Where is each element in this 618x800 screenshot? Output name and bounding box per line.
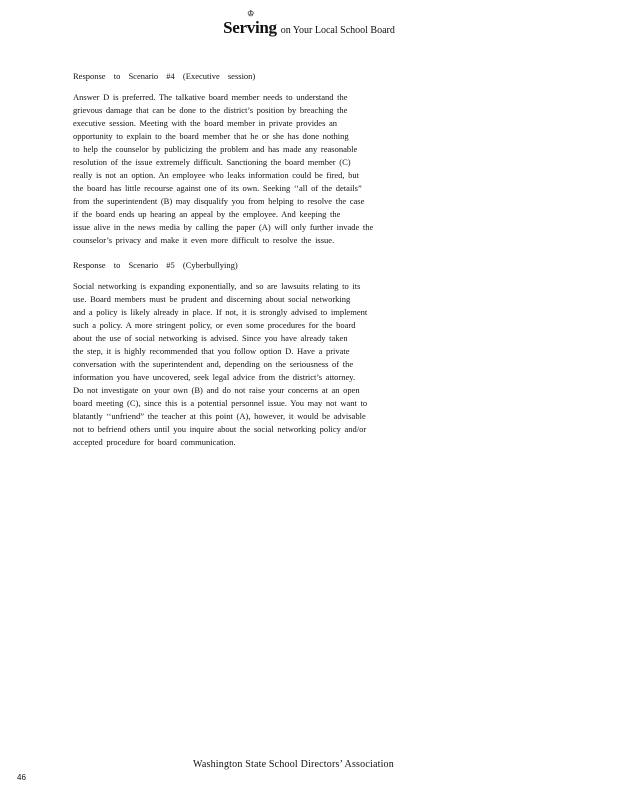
section-body-scenario-4	[73, 91, 429, 247]
text-line: resolution of the issue extremely difficult. Sanctioning the board member (C)	[73, 157, 351, 167]
text-line: Do not investigate on your own (B) and do not raise your concerns at an open	[73, 385, 360, 395]
text-line: Social networking is expanding exponentially, and so are lawsuits relating to its	[73, 281, 361, 291]
text-line: about the use of social networking is advised. Since you have already taken	[73, 333, 348, 343]
text-line: Answer D is preferred. The talkative board member needs to understand the	[73, 92, 348, 102]
header-brand	[223, 9, 281, 37]
section-title-scenario-4: Response to Scenario #4 (Executive session)	[73, 71, 256, 81]
text-line: not to befriend others until you inquire about the social networking policy and/or	[73, 424, 367, 434]
text-line: conversation with the superintendent and, depending on the seriousness of the	[73, 359, 354, 369]
text-line: to help the counselor by publicizing the problem and has made any reasonable	[73, 144, 358, 154]
text-line: the step, it is highly recommended that you follow option D. Have a private	[73, 346, 350, 356]
text-line: blatantly ‘‘unfriend” the teacher at this point (A), however, it would be advisable	[73, 411, 366, 421]
text-line: the board has little recourse against one of its own. Seeking ‘‘all of the details”	[73, 183, 362, 193]
text-line: executive session. Meeting with the board member in private provides an	[73, 118, 338, 128]
text-line: such a policy. A more stringent policy, or even some procedures for the board	[73, 320, 356, 330]
crown-icon: ♔	[247, 9, 254, 18]
text-line: board meeting (C), since this is a potential personnel issue. You may not want to	[73, 398, 368, 408]
text-line: if the board ends up hearing an appeal by the employee. And keeping the	[73, 209, 341, 219]
section-title-scenario-5: Response to Scenario #5 (Cyberbullying)	[73, 260, 238, 270]
text-line: and a policy is likely already in place. If not, it is strongly advised to implement	[73, 307, 368, 317]
text-line: grievous damage that can be done to the district’s position by breaching the	[73, 105, 348, 115]
text-line: information you have uncovered, seek legal advice from the district’s attorney.	[73, 372, 356, 382]
section-body-scenario-5	[73, 280, 429, 449]
text-line: accepted procedure for board communication.	[73, 437, 236, 447]
page-number: 46	[17, 773, 26, 782]
text-line: issue alive in the news media by calling the paper (A) will only further invade the	[73, 222, 374, 232]
page-header	[0, 9, 618, 38]
page-content	[73, 70, 429, 461]
text-line: counselor’s privacy and make it even more difficult to resolve the issue.	[73, 235, 335, 245]
header-title-rest: on Your Local School Board	[280, 25, 395, 36]
text-line: opportunity to explain to the board member that he or she has done nothing	[73, 131, 349, 141]
page-footer: Washington State School Directors’ Association	[193, 759, 394, 770]
header-brand-text: Serving	[223, 18, 277, 37]
text-line: really is not an option. An employee who leaks information could be fired, but	[73, 170, 360, 180]
text-line: from the superintendent (B) may disqualify you from helping to resolve the case	[73, 196, 365, 206]
text-line: use. Board members must be prudent and discerning about social networking	[73, 294, 351, 304]
